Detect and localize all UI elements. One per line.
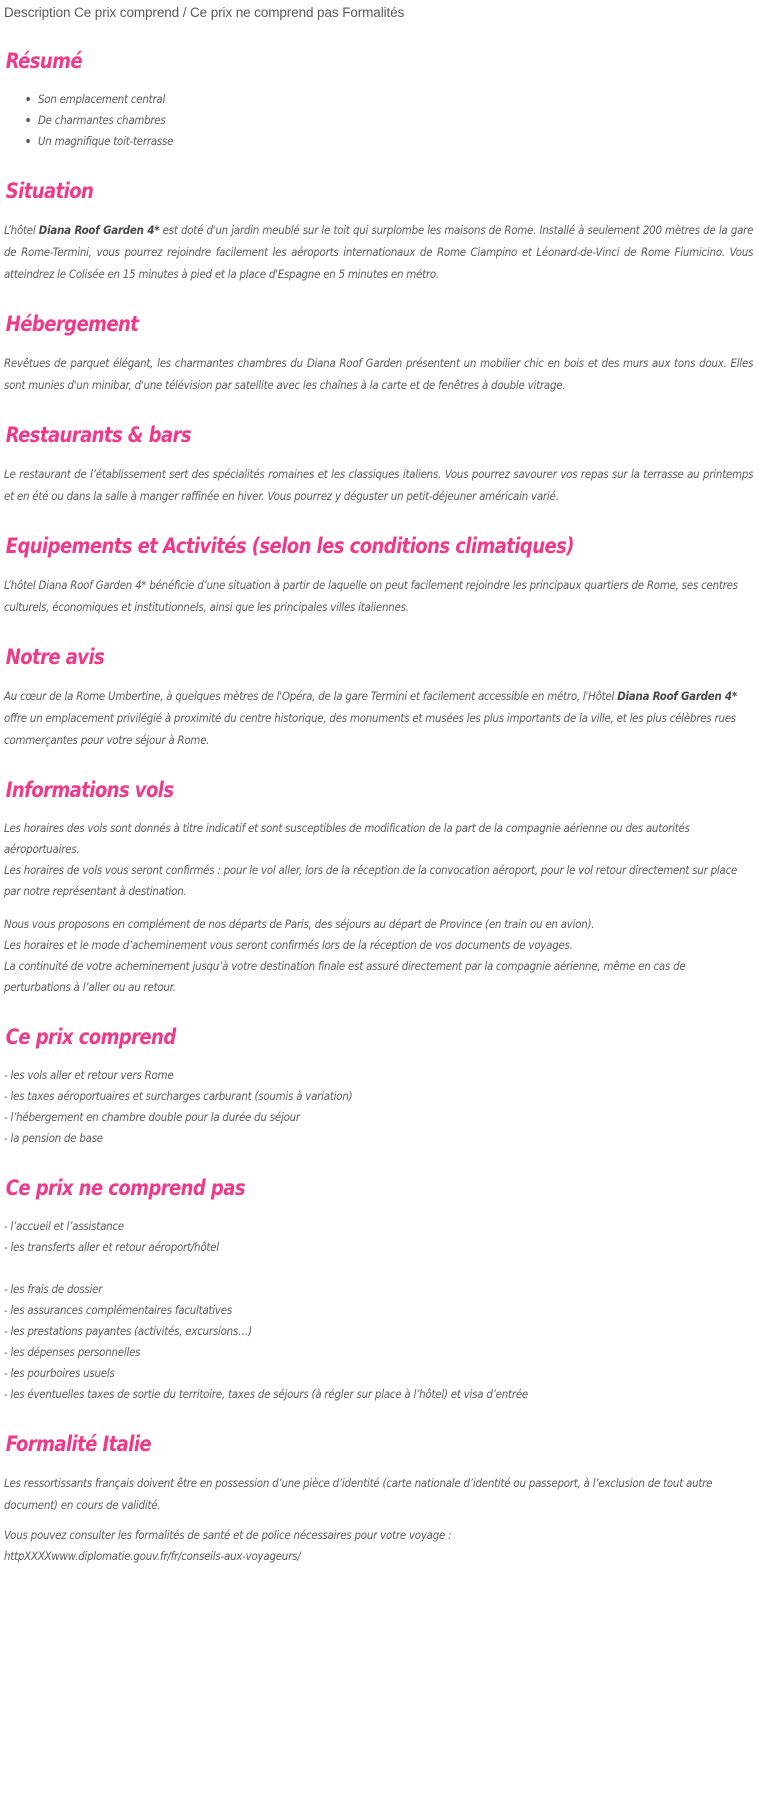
- spacer: [4, 669, 754, 685]
- spacer: [2, 285, 754, 312]
- section-ce-prix-comprend: [2, 1025, 754, 1149]
- hotel-name-emphasis: Diana Roof Garden 4*: [617, 689, 737, 703]
- spacer: [2, 22, 754, 49]
- text-run: offre un emplacement privilégié à proximité du centre historique, des monuments et musées les plus importants de la ville, et les plus célèbres rues commerçantes pour votre séjour à Rome.: [4, 711, 736, 747]
- excluded-item: - les transferts aller et retour aéroport/hôtel: [4, 1240, 219, 1254]
- list-item: [38, 110, 682, 131]
- excluded-item: - l’accueil et l’assistance: [4, 1219, 124, 1233]
- bullet-dot-icon: [26, 97, 30, 101]
- section-informations-vols: [2, 778, 754, 998]
- flight-info-block-1: [4, 818, 754, 902]
- spacer: [4, 558, 754, 574]
- text-run: Au cœur de la Rome Umbertine, à quelques mètres de l'Opéra, de la gare Termini et facilement accessible en métro, l'Hôtel: [4, 689, 618, 703]
- spacer-line: [4, 1258, 753, 1279]
- section-title-restaurants: Restaurants & bars: [5, 423, 191, 447]
- bullet-dot-icon: [26, 139, 30, 143]
- text-line: Les horaires des vols sont donnés à titre indicatif et sont susceptibles de modification de la part de la compagnie aérienne ou des autorités aéroportuaires.: [4, 821, 690, 856]
- section-title-resume: Résumé: [5, 49, 83, 73]
- text-line: Nous vous proposons en complément de nos départs de Paris, des séjours au départ de Province (en train ou en avion).: [4, 917, 595, 931]
- spacer: [2, 152, 754, 179]
- list-item-label: Un magnifique toit-terrasse: [38, 134, 174, 148]
- resume-bullet-list: [4, 89, 754, 152]
- spacer: [4, 1456, 754, 1472]
- situation-paragraph: [4, 219, 753, 285]
- tab-price-includes-excludes[interactable]: Ce prix comprend / Ce prix ne comprend pas: [74, 5, 339, 20]
- section-notre-avis: [2, 645, 754, 751]
- hotel-name-emphasis: Diana Roof Garden 4*: [38, 223, 160, 237]
- formalite-paragraph-1: Les ressortissants français doivent être en possession d’une pièce d’identité (carte nationale d’identité ou passeport, à l’exclusion de tout autre document) en cours de validité.: [4, 1476, 713, 1512]
- list-item: [38, 131, 682, 152]
- section-situation: [2, 179, 754, 285]
- spacer: [2, 507, 754, 534]
- excluded-item: - les pourboires usuels: [4, 1366, 115, 1380]
- section-formalite-italie: [2, 1432, 754, 1567]
- excluded-item: - les éventuelles taxes de sortie du territoire, taxes de séjours (à régler sur place à l’hôtel) et visa d’entrée: [4, 1387, 528, 1401]
- text-line: Les horaires de vols vous seront confirmés : pour le vol aller, lors de la réception de la convocation aéroport, pour le vol retour directement sur place par notre représentant à destination.: [4, 863, 738, 898]
- text-run: L’hôtel: [4, 223, 39, 237]
- section-title-formalite-italie: Formalité Italie: [5, 1432, 152, 1456]
- spacer: [2, 1405, 754, 1432]
- spacer: [2, 396, 754, 423]
- section-title-situation: Situation: [5, 179, 94, 203]
- list-item: [38, 89, 682, 110]
- spacer: [2, 751, 754, 778]
- list-item-label: Son emplacement central: [38, 92, 166, 106]
- spacer: [4, 336, 754, 352]
- section-title-equipements: Equipements et Activités (selon les conditions climatiques): [5, 534, 574, 558]
- section-title-hebergement: Hébergement: [5, 312, 139, 336]
- section-title-ce-prix-ne-comprend-pas: Ce prix ne comprend pas: [5, 1176, 245, 1200]
- bullet-dot-icon: [26, 118, 30, 122]
- tab-bar: [2, 0, 754, 22]
- excluded-item: - les frais de dossier: [4, 1282, 103, 1296]
- section-title-notre-avis: Notre avis: [5, 645, 105, 669]
- restaurants-paragraph: Le restaurant de l’établissement sert des spécialités romaines et les classiques italiens. Vous pourrez savourer vos repas sur la terrasse au printemps et en été ou dans la salle à manger raffinée en hiver. Vous pourrez y déguster un petit-déjeuner américain varié.: [4, 467, 754, 503]
- notre-avis-paragraph: [4, 685, 753, 751]
- excluded-item: - les prestations payantes (activités, excursions…): [4, 1324, 252, 1338]
- spacer: [2, 1149, 754, 1176]
- section-equipements: [2, 534, 754, 618]
- text-line: La continuité de votre acheminement jusqu’à votre destination finale est assuré directement par la compagnie aérienne, même en cas de perturbations à l’aller ou au retour.: [4, 959, 686, 994]
- text-run: est doté d'un jardin meublé sur le toit qui surplombe les maisons de Rome. Installé à seulement 200 mètres de la gare de Rome-Termini, vous pourrez rejoindre facilement les aéroports internationaux de Rome Ciampino et Léonard-de-Vinci de Rome Fiumicino. Vous atteindrez le Colisée en 15 minutes à pied et la place d'Espagne en 5 minutes en métro.: [4, 223, 754, 281]
- excluded-item: - les dépenses personnelles: [4, 1345, 141, 1359]
- excluded-item: - les assurances complémentaires facultatives: [4, 1303, 232, 1317]
- included-item: - les vols aller et retour vers Rome: [4, 1068, 174, 1082]
- tab-description[interactable]: Description: [4, 5, 71, 20]
- section-restaurants: [2, 423, 754, 507]
- spacer: [4, 1049, 754, 1065]
- spacer: [4, 902, 754, 914]
- tab-formalites[interactable]: Formalités: [342, 5, 405, 20]
- flight-info-block-2: [4, 914, 754, 998]
- equipements-paragraph: L’hôtel Diana Roof Garden 4* bénéficie d’une situation à partir de laquelle on peut facilement rejoindre les principaux quartiers de Rome, ses centres culturels, économiques et institutionnels, ainsi que les principales villes italiennes.: [4, 578, 738, 614]
- section-title-ce-prix-comprend: Ce prix comprend: [5, 1025, 176, 1049]
- spacer: [4, 447, 754, 463]
- spacer: [2, 998, 754, 1025]
- text-line: Les horaires et le mode d’acheminement vous seront confirmés lors de la réception de vos documents de voyages.: [4, 938, 573, 952]
- list-item-label: De charmantes chambres: [38, 113, 166, 127]
- hebergement-paragraph: Revêtues de parquet élégant, les charmantes chambres du Diana Roof Garden présentent un mobilier chic en bois et des murs aux tons doux. Elles sont munies d'un minibar, d'une télévision par satellite avec les chaînes à la carte et de fenêtres à double vitrage.: [4, 356, 754, 392]
- spacer: [4, 1200, 754, 1216]
- spacer: [4, 203, 754, 219]
- spacer: [4, 73, 754, 89]
- section-title-informations-vols: Informations vols: [5, 778, 174, 802]
- section-resume: [2, 49, 754, 152]
- section-ce-prix-ne-comprend-pas: [2, 1176, 754, 1405]
- spacer: [4, 802, 754, 818]
- included-item: - l’hébergement en chambre double pour la durée du séjour: [4, 1110, 300, 1124]
- included-item: - les taxes aéroportuaires et surcharges carburant (soumis à variation): [4, 1089, 353, 1103]
- formalite-url[interactable]: httpXXXXwww.diplomatie.gouv.fr/fr/conseils-aux-voyageurs/: [4, 1549, 301, 1563]
- formalite-consult-text: Vous pouvez consulter les formalités de santé et de police nécessaires pour votre voyage :: [4, 1528, 452, 1542]
- spacer: [4, 1516, 754, 1525]
- spacer: [2, 618, 754, 645]
- section-hebergement: [2, 312, 754, 396]
- included-item: - la pension de base: [4, 1131, 103, 1145]
